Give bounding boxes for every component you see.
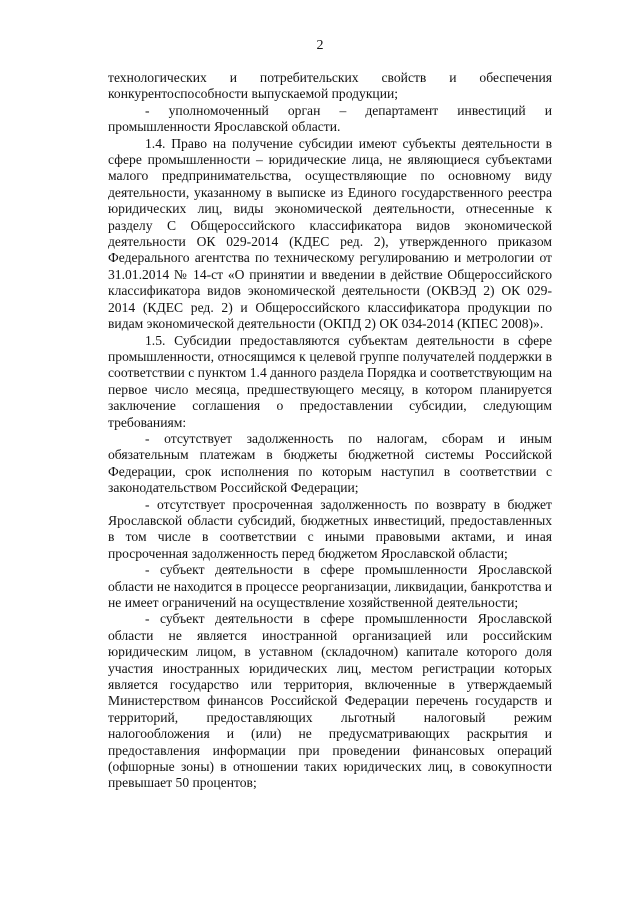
paragraph-continuation: технологических и потребительских свойств и обеспечения конкурентоспособности выпускаемой продукции;: [108, 70, 552, 102]
paragraph-1-4: 1.4. Право на получение субсидии имеют субъекты деятельности в сфере промышленности – юридические лица, не являющиеся субъектами малого предпринимательства, осуществляющие по основному виду деятельности, указанному в выписке из Единого государственного реестра юридических лиц, виды экономической деятельности, отнесенные к разделу С Общероссийского классификатора видов экономической деятельности ОК 029-2014 (КДЕС ред. 2), утвержденного приказом Федерального агентства по техническому регулированию и метрологии от 31.01.2014 № 14-ст «О принятии и введении в действие Общероссийского классификатора видов экономической деятельности (ОКВЭД 2) ОК 029-2014 (КДЕС ред. 2) и Общероссийского классификатора продукции по видам экономической деятельности (ОКПД 2) ОК 034-2014 (КПЕС 2008)».: [108, 135, 552, 332]
paragraph-authorized-body: - уполномоченный орган – департамент инвестиций и промышленности Ярославской области.: [108, 102, 552, 135]
requirement-no-overdue-debt: - отсутствует просроченная задолженность по возврату в бюджет Ярославской области субсидий, бюджетных инвестиций, предоставленных в том числе в соответствии с иными правовыми актами, и иная просроченная задолженность перед бюджетом Ярославской области;: [108, 496, 552, 561]
paragraph-1-5: 1.5. Субсидии предоставляются субъектам деятельности в сфере промышленности, относящимся к целевой группе получателей поддержки в соответствии с пунктом 1.4 данного раздела Порядка и соответствующим на первое число месяца, предшествующего месяцу, в котором планируется заключение соглашения о предоставлении субсидии, следующим требованиям:: [108, 332, 552, 430]
requirement-no-tax-debt: - отсутствует задолженность по налогам, сборам и иным обязательным платежам в бюджеты бюджетной системы Российской Федерации, срок исполнения по которым наступил в соответствии с законодательством Российской Федерации;: [108, 430, 552, 496]
requirement-no-reorganization: - субъект деятельности в сфере промышленности Ярославской области не находится в процессе реорганизации, ликвидации, банкротства и не имеет ограничений на осуществление хозяйственной деятельности;: [108, 562, 552, 610]
requirement-not-foreign: - субъект деятельности в сфере промышленности Ярославской области не является иностранной организацией или российским юридическим лицом, в уставном (складочном) капитале которого доля участия иностранных юридических лиц, местом регистрации которых является государство или территория, включенные в утверждаемый Министерством финансов Российской Федерации перечень государств и территорий, предоставляющих льготный налоговый режим налогообложения и (или) не предусматривающих раскрытия и предоставления информации при проведении финансовых операций (офшорные зоны) в отношении таких юридических лиц, в совокупности превышает 50 процентов;: [108, 611, 552, 791]
page-number: 2: [316, 38, 324, 53]
document-body: [108, 70, 552, 792]
